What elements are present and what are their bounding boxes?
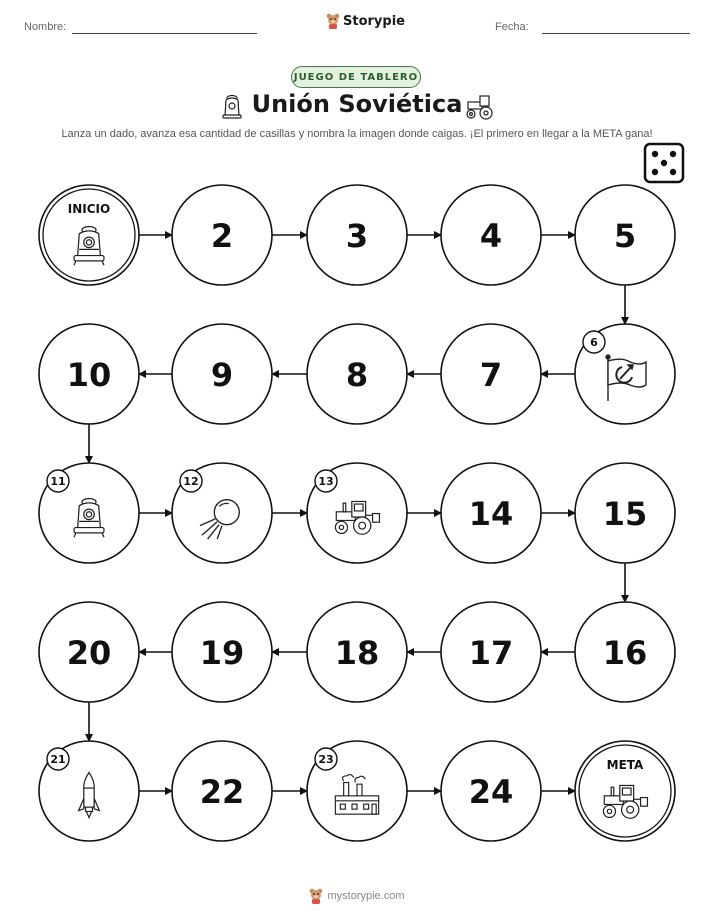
board-space bbox=[172, 324, 272, 424]
board-space bbox=[441, 185, 541, 285]
space-number: 12 bbox=[183, 475, 199, 488]
board-space bbox=[39, 602, 139, 702]
board-space bbox=[172, 463, 272, 563]
space-number: 10 bbox=[66, 356, 112, 394]
start-space bbox=[39, 185, 139, 285]
board-space bbox=[575, 185, 675, 285]
board-space bbox=[39, 324, 139, 424]
board-space bbox=[172, 741, 272, 841]
board-space bbox=[575, 463, 675, 563]
footer bbox=[0, 888, 714, 904]
space-number: 18 bbox=[334, 634, 380, 672]
space-number: 5 bbox=[613, 217, 637, 255]
finish-space bbox=[575, 741, 675, 841]
board-space bbox=[172, 185, 272, 285]
board-space bbox=[172, 602, 272, 702]
space-number: 15 bbox=[602, 495, 648, 533]
board-space bbox=[307, 185, 407, 285]
board-space bbox=[575, 324, 675, 424]
space-number: 11 bbox=[50, 475, 66, 488]
page-title: Unión Soviética bbox=[251, 90, 463, 118]
space-number: 22 bbox=[199, 773, 245, 811]
board-space bbox=[575, 602, 675, 702]
bear-mascot-icon bbox=[309, 888, 323, 904]
space-number: 7 bbox=[479, 356, 503, 394]
space-number: 13 bbox=[318, 475, 334, 488]
board-space bbox=[39, 741, 139, 841]
footer-url: mystorypie.com bbox=[327, 890, 405, 902]
space-number: 6 bbox=[590, 336, 598, 349]
start-label: INICIO bbox=[67, 202, 111, 216]
game-type-badge: JUEGO DE TABLERO bbox=[291, 66, 421, 88]
space-number: 17 bbox=[468, 634, 514, 672]
space-number: 24 bbox=[468, 773, 514, 811]
board-space bbox=[441, 463, 541, 563]
space-number: 20 bbox=[66, 634, 112, 672]
board-space bbox=[39, 463, 139, 563]
name-label: Nombre: bbox=[24, 21, 67, 33]
space-number: 23 bbox=[318, 753, 334, 766]
brand-name: Storypie bbox=[343, 13, 405, 29]
space-number: 2 bbox=[210, 217, 234, 255]
board-space bbox=[441, 324, 541, 424]
space-number: 19 bbox=[199, 634, 245, 672]
board-space bbox=[307, 324, 407, 424]
board-space bbox=[307, 602, 407, 702]
date-label: Fecha: bbox=[495, 21, 529, 33]
space-number: 9 bbox=[210, 356, 234, 394]
board-space bbox=[307, 741, 407, 841]
finish-label: META bbox=[606, 758, 644, 772]
space-number: 3 bbox=[345, 217, 369, 255]
space-number: 4 bbox=[479, 217, 503, 255]
board-space bbox=[307, 463, 407, 563]
space-number: 21 bbox=[50, 753, 66, 766]
board-space bbox=[441, 741, 541, 841]
space-number: 16 bbox=[602, 634, 648, 672]
space-number: 8 bbox=[345, 356, 369, 394]
space-number: 14 bbox=[468, 495, 514, 533]
board-space bbox=[441, 602, 541, 702]
instructions-text: Lanza un dado, avanza esa cantidad de casillas y nombra la imagen donde caigas. ¡El primero en llegar a la META gana! bbox=[61, 128, 653, 140]
